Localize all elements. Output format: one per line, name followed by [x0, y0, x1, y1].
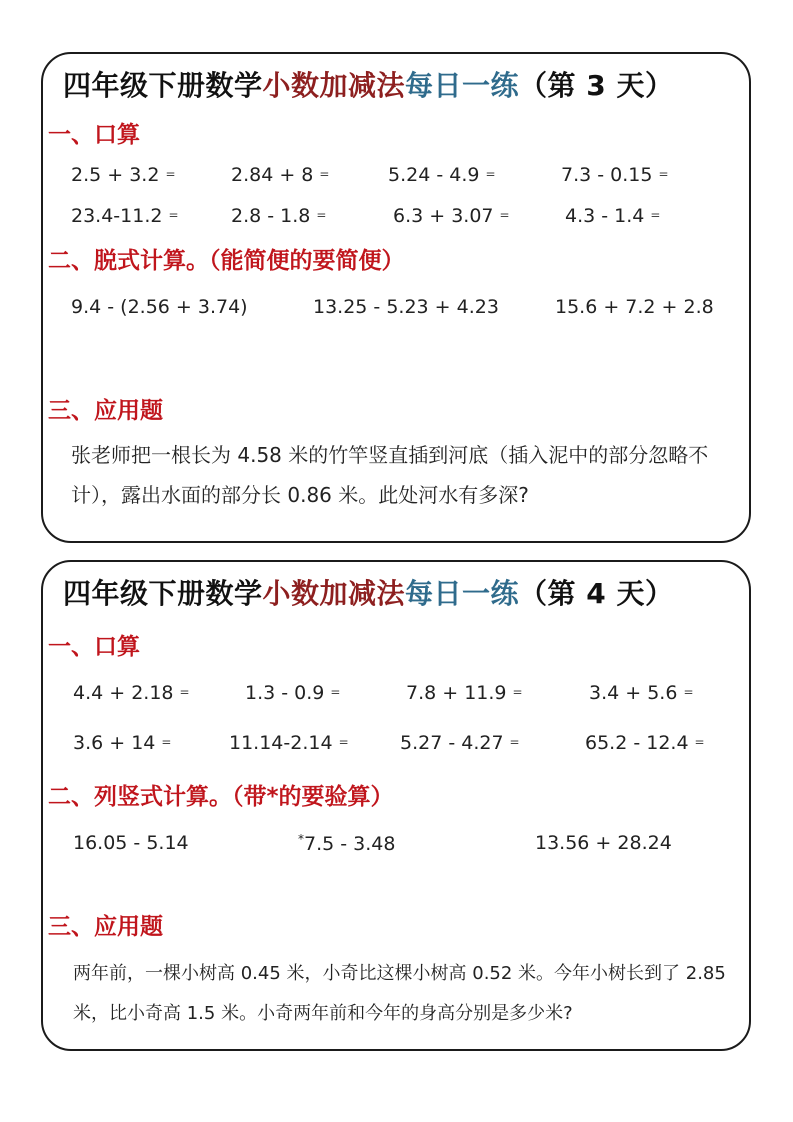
calc-problem: 15.6 + 7.2 + 2.8 — [555, 296, 714, 318]
section-word-problem-heading: 三、应用题 — [48, 398, 163, 424]
title-topic: 小数加减法 — [262, 577, 406, 610]
title-grade: 四年级下册数学 — [63, 577, 263, 610]
title-daily: 每日一练 — [405, 69, 520, 102]
section-oral-heading: 一、口算 — [48, 122, 140, 148]
oral-problem: 65.2 - 12.4 = — [585, 732, 705, 754]
verify-star-mark: * — [298, 832, 304, 846]
oral-problem: 2.8 - 1.8 = — [231, 205, 327, 227]
title-day: （第 4 天） — [519, 577, 674, 610]
oral-problem: 5.27 - 4.27 = — [400, 732, 520, 754]
calc-problem: 16.05 - 5.14 — [73, 832, 189, 854]
section-word-problem-heading: 三、应用题 — [48, 914, 163, 940]
oral-problem: 3.6 + 14 = — [73, 732, 172, 754]
oral-problem: 3.4 + 5.6 = — [589, 682, 694, 704]
card-title — [63, 572, 674, 612]
oral-problem: 6.3 + 3.07 = — [393, 205, 510, 227]
word-problem-text: 两年前，一棵小树高 0.45 米，小奇比这棵小树高 0.52 米。今年小树长到了 2.85 米，比小奇高 1.5 米。小奇两年前和今年的身高分别是多少米? — [73, 963, 726, 1024]
section-calc-heading: 二、脱式计算。（能简便的要简便） — [48, 248, 405, 274]
oral-problem: 5.24 - 4.9 = — [388, 164, 496, 186]
title-day: （第 3 天） — [519, 69, 674, 102]
title-topic: 小数加减法 — [262, 69, 406, 102]
oral-problem: 4.3 - 1.4 = — [565, 205, 661, 227]
title-grade: 四年级下册数学 — [63, 69, 263, 102]
section-oral-heading: 一、口算 — [48, 634, 140, 660]
section-vertical-calc-heading: 二、列竖式计算。（带*的要验算） — [48, 784, 394, 810]
oral-problem: 11.14-2.14 = — [229, 732, 349, 754]
oral-problem: 4.4 + 2.18 = — [73, 682, 190, 704]
worksheet-card-day-4 — [41, 560, 751, 1051]
oral-problem: 1.3 - 0.9 = — [245, 682, 341, 704]
oral-problem: 23.4-11.2 = — [71, 205, 179, 227]
oral-problem: 2.5 + 3.2 = — [71, 164, 176, 186]
calc-problem: 9.4 - (2.56 + 3.74) — [71, 296, 248, 318]
worksheet-card-day-3 — [41, 52, 751, 543]
calc-problem: 13.56 + 28.24 — [535, 832, 672, 854]
calc-problem: 13.25 - 5.23 + 4.23 — [313, 296, 499, 318]
word-problem-text: 张老师把一根长为 4.58 米的竹竿竖直插到河底（插入泥中的部分忽略不计），露出水面的部分长 0.86 米。此处河水有多深? — [71, 443, 709, 507]
oral-problem: 2.84 + 8 = — [231, 164, 330, 186]
calc-problem-checked: *7.5 - 3.48 — [298, 832, 396, 855]
oral-problem: 7.3 - 0.15 = — [561, 164, 669, 186]
card-title — [63, 64, 674, 104]
title-daily: 每日一练 — [405, 577, 520, 610]
oral-problem: 7.8 + 11.9 = — [406, 682, 523, 704]
